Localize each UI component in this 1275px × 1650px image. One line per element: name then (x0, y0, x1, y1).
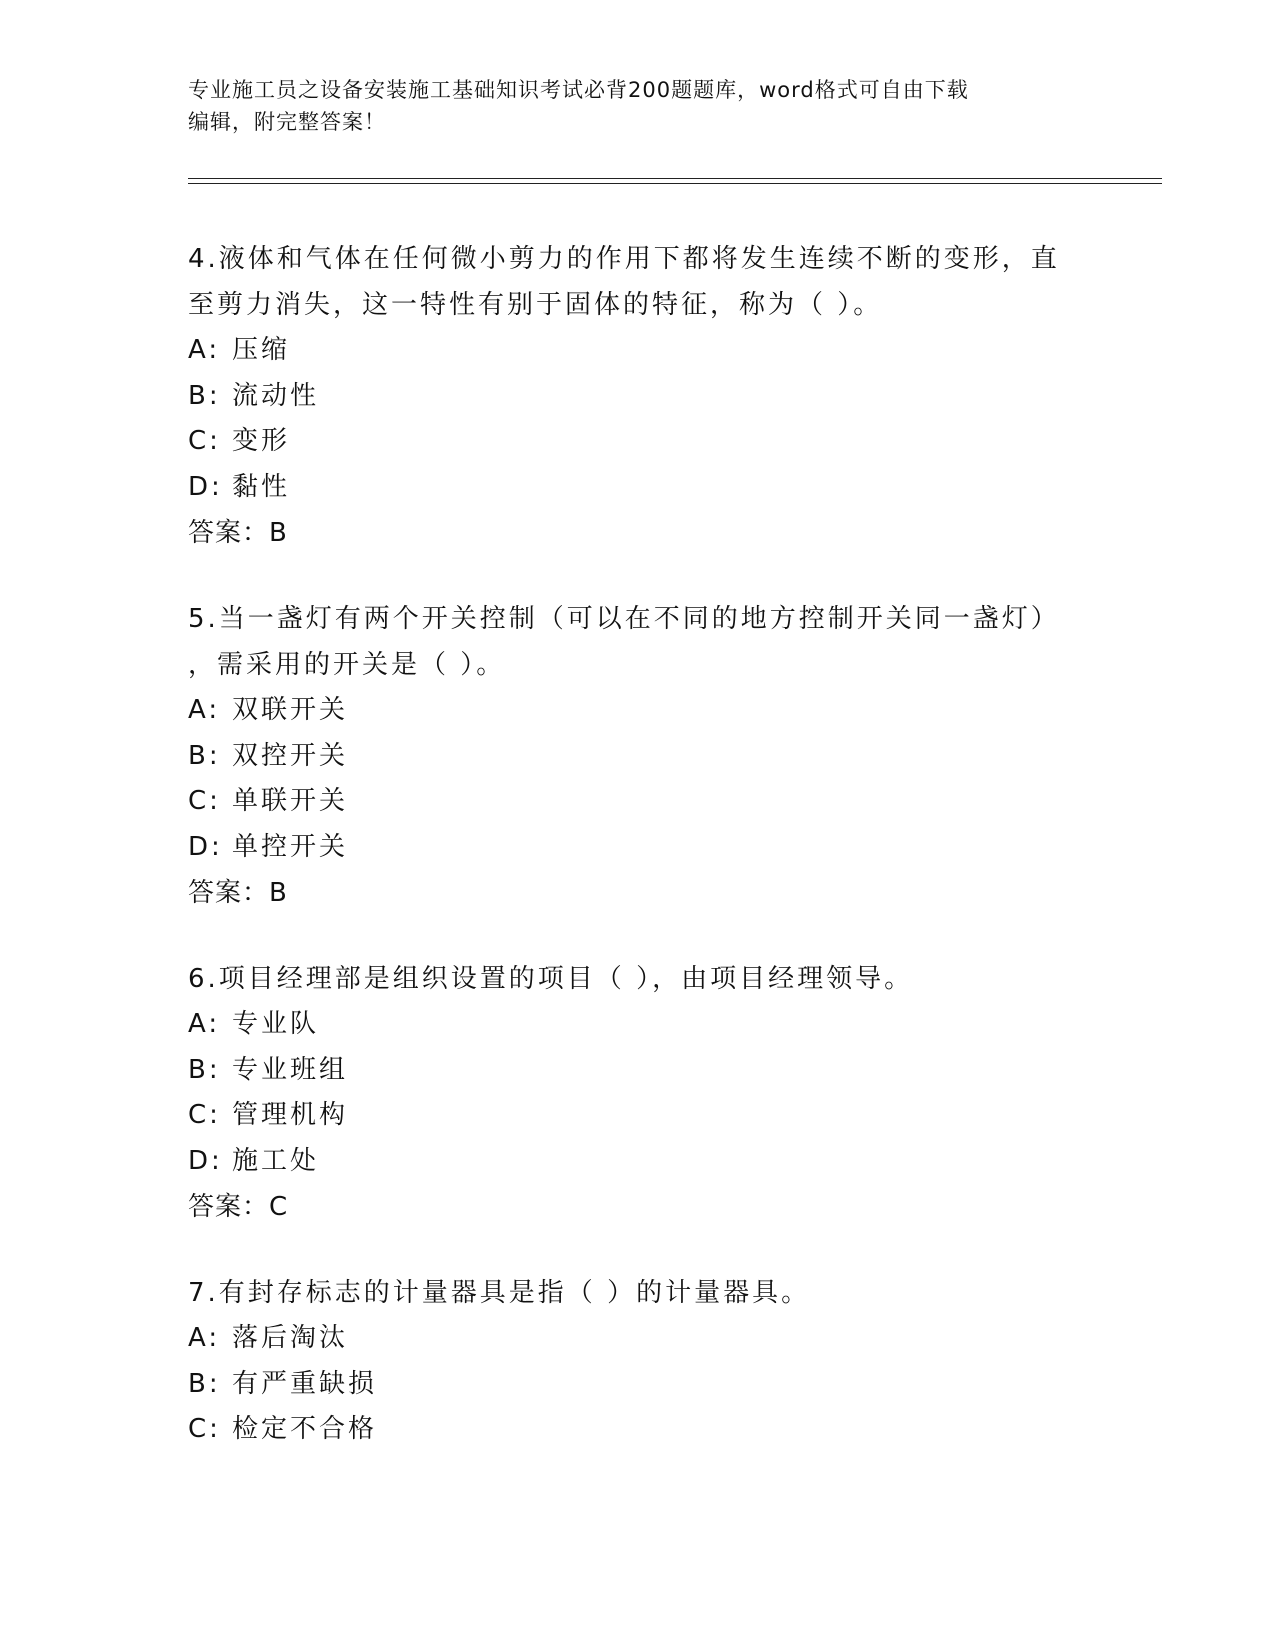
option-text: 专业队 (232, 1009, 320, 1039)
header-divider-bottom (188, 183, 1162, 184)
option-text: 落后淘汰 (232, 1323, 349, 1353)
option-key: A: (188, 695, 221, 725)
option-key: B: (188, 1054, 221, 1085)
question-item (188, 956, 1088, 1230)
option-key: B: (188, 1368, 221, 1399)
question-stem-line: 4.液体和气体在任何微小剪力的作用下都将发生连续不断的变形，直 (188, 244, 1060, 274)
question-stem-line: 至剪力消失，这一特性有别于固体的特征，称为（ ）。 (188, 290, 883, 320)
option-text: 施工处 (232, 1145, 320, 1176)
question-stem-line: 6.项目经理部是组织设置的项目（ ），由项目经理领导。 (188, 964, 914, 994)
option-key: A: (188, 1323, 221, 1353)
option-text: 黏性 (232, 471, 291, 502)
option-key: B: (188, 740, 221, 771)
option-text: 单控开关 (232, 831, 349, 862)
option-text: 有严重缺损 (232, 1368, 378, 1399)
option-key: C: (188, 1100, 221, 1130)
option-key: B: (188, 380, 221, 411)
answer-line: 答案：B (188, 878, 288, 908)
option-key: A: (188, 335, 221, 365)
option-text: 检定不合格 (232, 1414, 378, 1444)
header-divider-top (188, 178, 1162, 179)
option-b (188, 374, 1088, 420)
option-c (188, 779, 1088, 825)
option-a (188, 1316, 1088, 1362)
option-d (188, 1139, 1088, 1185)
question-stem-line: 7.有封存标志的计量器具是指（ ）的计量器具。 (188, 1278, 811, 1308)
option-a (188, 1002, 1088, 1048)
option-b (188, 1362, 1088, 1408)
option-c (188, 1093, 1088, 1139)
question-stem-line: ，需采用的开关是（ ）。 (188, 650, 506, 680)
option-key: C: (188, 426, 221, 456)
option-text: 压缩 (232, 335, 291, 365)
answer-line: 答案：B (188, 518, 288, 548)
document-header (188, 74, 1088, 138)
option-d (188, 825, 1088, 871)
answer-line: 答案：C (188, 1192, 289, 1222)
question-item (188, 596, 1088, 916)
option-a (188, 328, 1088, 374)
option-key: C: (188, 1414, 221, 1444)
option-text: 专业班组 (232, 1054, 349, 1085)
option-b (188, 734, 1088, 780)
question-item (188, 1270, 1088, 1453)
question-item (188, 236, 1088, 556)
question-stem-line: 5.当一盏灯有两个开关控制（可以在不同的地方控制开关同一盏灯） (188, 604, 1060, 634)
option-key: D: (188, 831, 223, 862)
header-line-1: 专业施工员之设备安装施工基础知识考试必背200题题库，word格式可自由下载 (188, 78, 969, 102)
option-key: D: (188, 1145, 223, 1176)
option-key: C: (188, 786, 221, 816)
option-text: 变形 (232, 426, 291, 456)
option-text: 双联开关 (232, 695, 349, 725)
option-key: A: (188, 1009, 221, 1039)
option-c (188, 419, 1088, 465)
option-text: 管理机构 (232, 1100, 349, 1130)
option-c (188, 1407, 1088, 1453)
option-d (188, 465, 1088, 511)
option-b (188, 1048, 1088, 1094)
question-list (188, 236, 1088, 1493)
option-a (188, 688, 1088, 734)
option-key: D: (188, 471, 223, 502)
option-text: 流动性 (232, 380, 320, 411)
header-line-2: 编辑，附完整答案！ (188, 110, 386, 134)
option-text: 单联开关 (232, 786, 349, 816)
option-text: 双控开关 (232, 740, 349, 771)
